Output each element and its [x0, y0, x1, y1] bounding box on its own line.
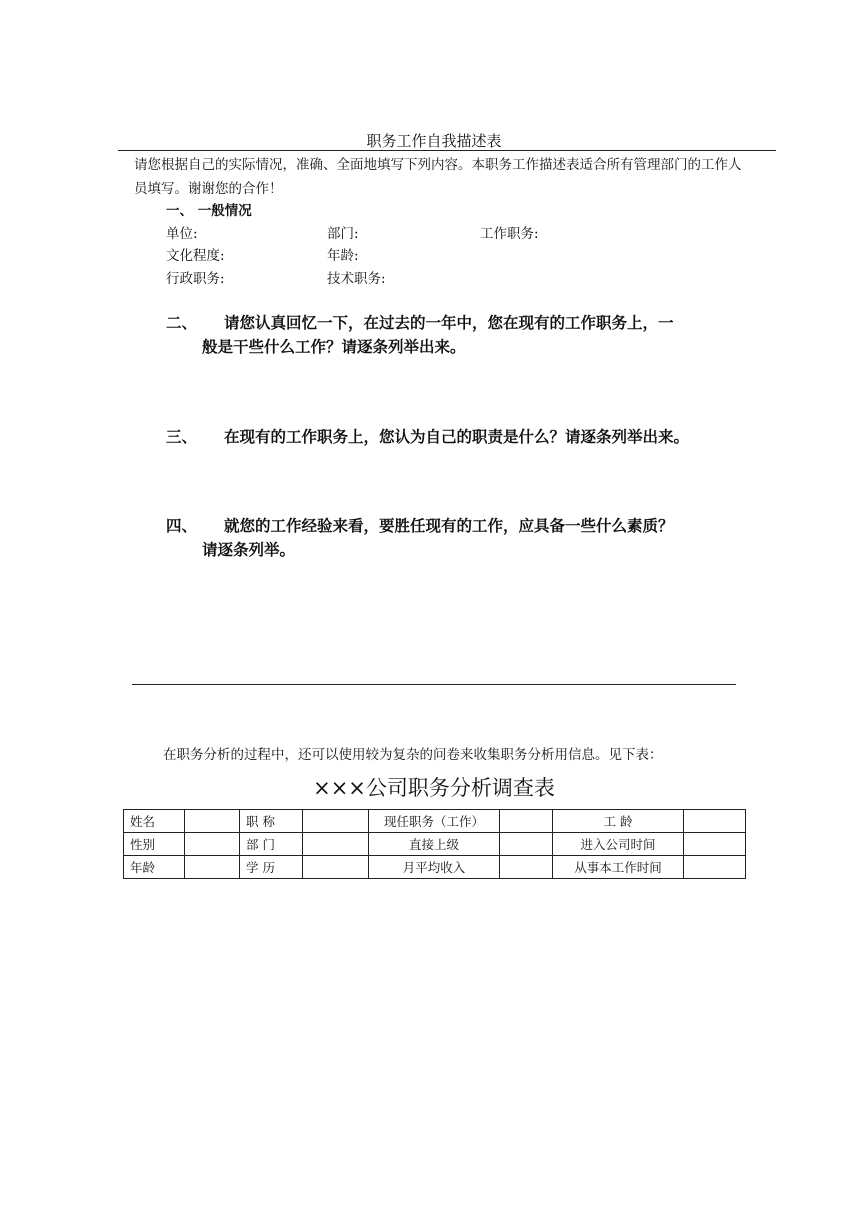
- question-four-line2: 请逐条列举。: [202, 540, 296, 559]
- table-cell-blank[interactable]: [303, 810, 369, 833]
- table-cell-blank[interactable]: [303, 833, 369, 856]
- field-education: 文化程度:: [166, 248, 225, 264]
- question-two-number: 二、: [166, 313, 198, 332]
- table-cell-blank[interactable]: [684, 833, 746, 856]
- table-cell-blank[interactable]: [684, 856, 746, 879]
- section-divider: [132, 684, 736, 685]
- table-cell-blank[interactable]: [684, 810, 746, 833]
- survey-lead-text: 在职务分析的过程中，还可以使用较为复杂的问卷来收集职务分析用信息。见下表：: [163, 747, 663, 763]
- survey-table: [123, 809, 746, 879]
- table-cell-blank[interactable]: [500, 810, 553, 833]
- table-cell-label: 姓名: [124, 810, 185, 833]
- table-cell-label: 月平均收入: [369, 856, 500, 879]
- table-cell-label: 直接上级: [369, 833, 500, 856]
- table-cell-blank[interactable]: [185, 810, 240, 833]
- table-cell-blank[interactable]: [500, 856, 553, 879]
- table-cell-label: 进入公司时间: [553, 833, 684, 856]
- table-row: [124, 833, 746, 856]
- field-unit: 单位:: [166, 226, 198, 242]
- table-cell-label: 工 龄: [553, 810, 684, 833]
- field-admin-post: 行政职务:: [166, 271, 225, 287]
- table-cell-label: 职 称: [240, 810, 303, 833]
- field-dept: 部门:: [327, 226, 359, 242]
- table-cell-blank[interactable]: [185, 856, 240, 879]
- table-cell-label: 部 门: [240, 833, 303, 856]
- table-cell-label: 性别: [124, 833, 185, 856]
- question-three: [166, 425, 756, 451]
- survey-title: ×××公司职务分析调查表: [313, 776, 555, 800]
- question-four-number: 四、: [166, 516, 198, 535]
- question-two-line1: 请您认真回忆一下，在过去的一年中，您在现有的工作职务上，一: [224, 313, 674, 332]
- question-two: [166, 311, 746, 361]
- section-general-heading: 一、 一般情况: [166, 203, 252, 219]
- field-tech-post: 技术职务:: [327, 271, 386, 287]
- table-row: [124, 810, 746, 833]
- question-three-number: 三、: [166, 427, 198, 446]
- question-four-line1: 就您的工作经验来看，要胜任现有的工作，应具备一些什么素质？: [224, 516, 674, 535]
- table-cell-label: 现任职务（工作）: [369, 810, 500, 833]
- table-cell-label: 从事本工作时间: [553, 856, 684, 879]
- field-age: 年龄:: [327, 248, 359, 264]
- title-underline: [118, 150, 776, 151]
- intro-paragraph: 请您根据自己的实际情况，准确、全面地填写下列内容。本职务工作描述表适合所有管理部门的工作人员填写。谢谢您的合作！: [134, 157, 742, 197]
- table-cell-blank[interactable]: [500, 833, 553, 856]
- table-cell-label: 学 历: [240, 856, 303, 879]
- question-four: [166, 514, 746, 564]
- question-two-line2: 般是干些什么工作？请逐条列举出来。: [202, 337, 466, 356]
- table-cell-blank[interactable]: [185, 833, 240, 856]
- question-three-line1: 在现有的工作职务上，您认为自己的职责是什么？请逐条列举出来。: [224, 427, 690, 446]
- document-title: 职务工作自我描述表: [366, 132, 502, 150]
- table-row: [124, 856, 746, 879]
- table-cell-blank[interactable]: [303, 856, 369, 879]
- field-job-title: 工作职务:: [480, 226, 539, 242]
- table-cell-label: 年龄: [124, 856, 185, 879]
